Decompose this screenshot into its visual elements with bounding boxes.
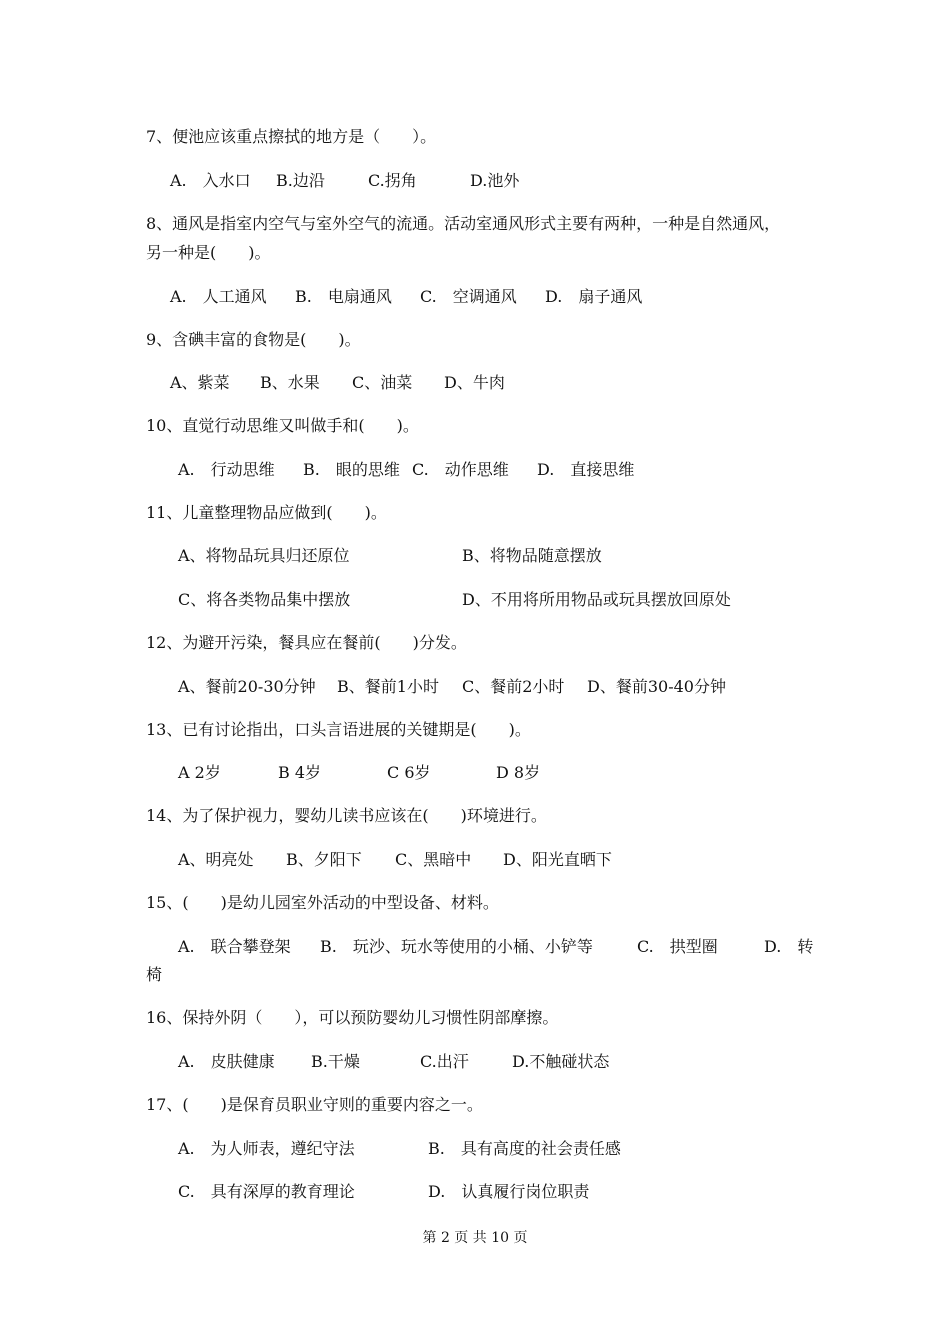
q16-option-d: D.不触碰状态 — [512, 1052, 610, 1071]
q15-option-d-continued: 椅 — [146, 965, 163, 984]
q11-option-b: B、将物品随意摆放 — [462, 546, 602, 565]
q7-option-b: B.边沿 — [276, 171, 325, 190]
q8-option-b: B. 电扇通风 — [295, 287, 392, 306]
q10-option-c: C. 动作思维 — [412, 460, 509, 479]
q14-option-b: B、夕阳下 — [286, 850, 362, 869]
q9-option-d: D、牛肉 — [444, 373, 505, 392]
q13-option-a: A 2岁 — [178, 763, 221, 782]
q10-option-b: B. 眼的思维 — [303, 460, 400, 479]
q13-option-b: B 4岁 — [278, 763, 322, 782]
q17-option-a: A. 为人师表，遵纪守法 — [178, 1139, 355, 1158]
q17-option-c: C. 具有深厚的教育理论 — [178, 1182, 355, 1201]
q12-option-c: C、餐前2小时 — [462, 677, 565, 696]
q14-option-c: C、黑暗中 — [395, 850, 472, 869]
q8-option-c: C. 空调通风 — [420, 287, 517, 306]
q14-option-d: D、阳光直晒下 — [503, 850, 612, 869]
q9-option-c: C、油菜 — [352, 373, 413, 392]
q7-option-a: A. 入水口 — [170, 171, 251, 190]
q15-option-d: D. 转 — [764, 937, 814, 956]
q12-option-b: B、餐前1小时 — [337, 677, 439, 696]
question-11: 11、儿童整理物品应做到( )。 — [146, 503, 387, 522]
question-15: 15、( )是幼儿园室外活动的中型设备、材料。 — [146, 893, 499, 912]
q11-option-c: C、将各类物品集中摆放 — [178, 590, 351, 609]
q13-option-c: C 6岁 — [387, 763, 431, 782]
q11-option-d: D、不用将所用物品或玩具摆放回原处 — [462, 590, 731, 609]
q9-option-a: A、紫菜 — [170, 373, 230, 392]
question-12: 12、为避开污染，餐具应在餐前( )分发。 — [146, 633, 467, 652]
q10-option-d: D. 直接思维 — [537, 460, 635, 479]
question-8-line2: 另一种是( )。 — [146, 243, 271, 262]
q12-option-d: D、餐前30-40分钟 — [587, 677, 726, 696]
q8-option-a: A. 人工通风 — [170, 287, 267, 306]
question-8: 8、通风是指室内空气与室外空气的流通。活动室通风形式主要有两种，一种是自然通风， — [146, 214, 781, 233]
question-17: 17、( )是保育员职业守则的重要内容之一。 — [146, 1095, 483, 1114]
q15-option-c: C. 拱型圈 — [637, 937, 718, 956]
q10-option-a: A. 行动思维 — [178, 460, 275, 479]
q13-option-d: D 8岁 — [496, 763, 541, 782]
q15-option-a: A. 联合攀登架 — [178, 937, 291, 956]
question-9: 9、含碘丰富的食物是( )。 — [146, 330, 361, 349]
q17-option-d: D. 认真履行岗位职责 — [428, 1182, 590, 1201]
q7-option-c: C.拐角 — [368, 171, 417, 190]
q7-option-d: D.池外 — [470, 171, 520, 190]
question-14: 14、为了保护视力，婴幼儿读书应该在( )环境进行。 — [146, 806, 547, 825]
q16-option-c: C.出汗 — [420, 1052, 469, 1071]
q15-option-b: B. 玩沙、玩水等使用的小桶、小铲等 — [320, 937, 593, 956]
question-16: 16、保持外阴（ ），可以预防婴幼儿习惯性阴部摩擦。 — [146, 1008, 559, 1027]
question-7: 7、便池应该重点擦拭的地方是（ ）。 — [146, 127, 437, 146]
q9-option-b: B、水果 — [260, 373, 320, 392]
q17-option-b: B. 具有高度的社会责任感 — [428, 1139, 621, 1158]
q8-option-d: D. 扇子通风 — [545, 287, 643, 306]
q14-option-a: A、明亮处 — [178, 850, 254, 869]
question-13: 13、已有讨论指出，口头言语进展的关键期是( )。 — [146, 720, 531, 739]
q16-option-b: B.干燥 — [311, 1052, 360, 1071]
q12-option-a: A、餐前20-30分钟 — [178, 677, 316, 696]
q11-option-a: A、将物品玩具归还原位 — [178, 546, 350, 565]
question-10: 10、直觉行动思维又叫做手和( )。 — [146, 416, 419, 435]
page-number-footer: 第 2 页 共 10 页 — [422, 1230, 528, 1246]
q16-option-a: A. 皮肤健康 — [178, 1052, 275, 1071]
